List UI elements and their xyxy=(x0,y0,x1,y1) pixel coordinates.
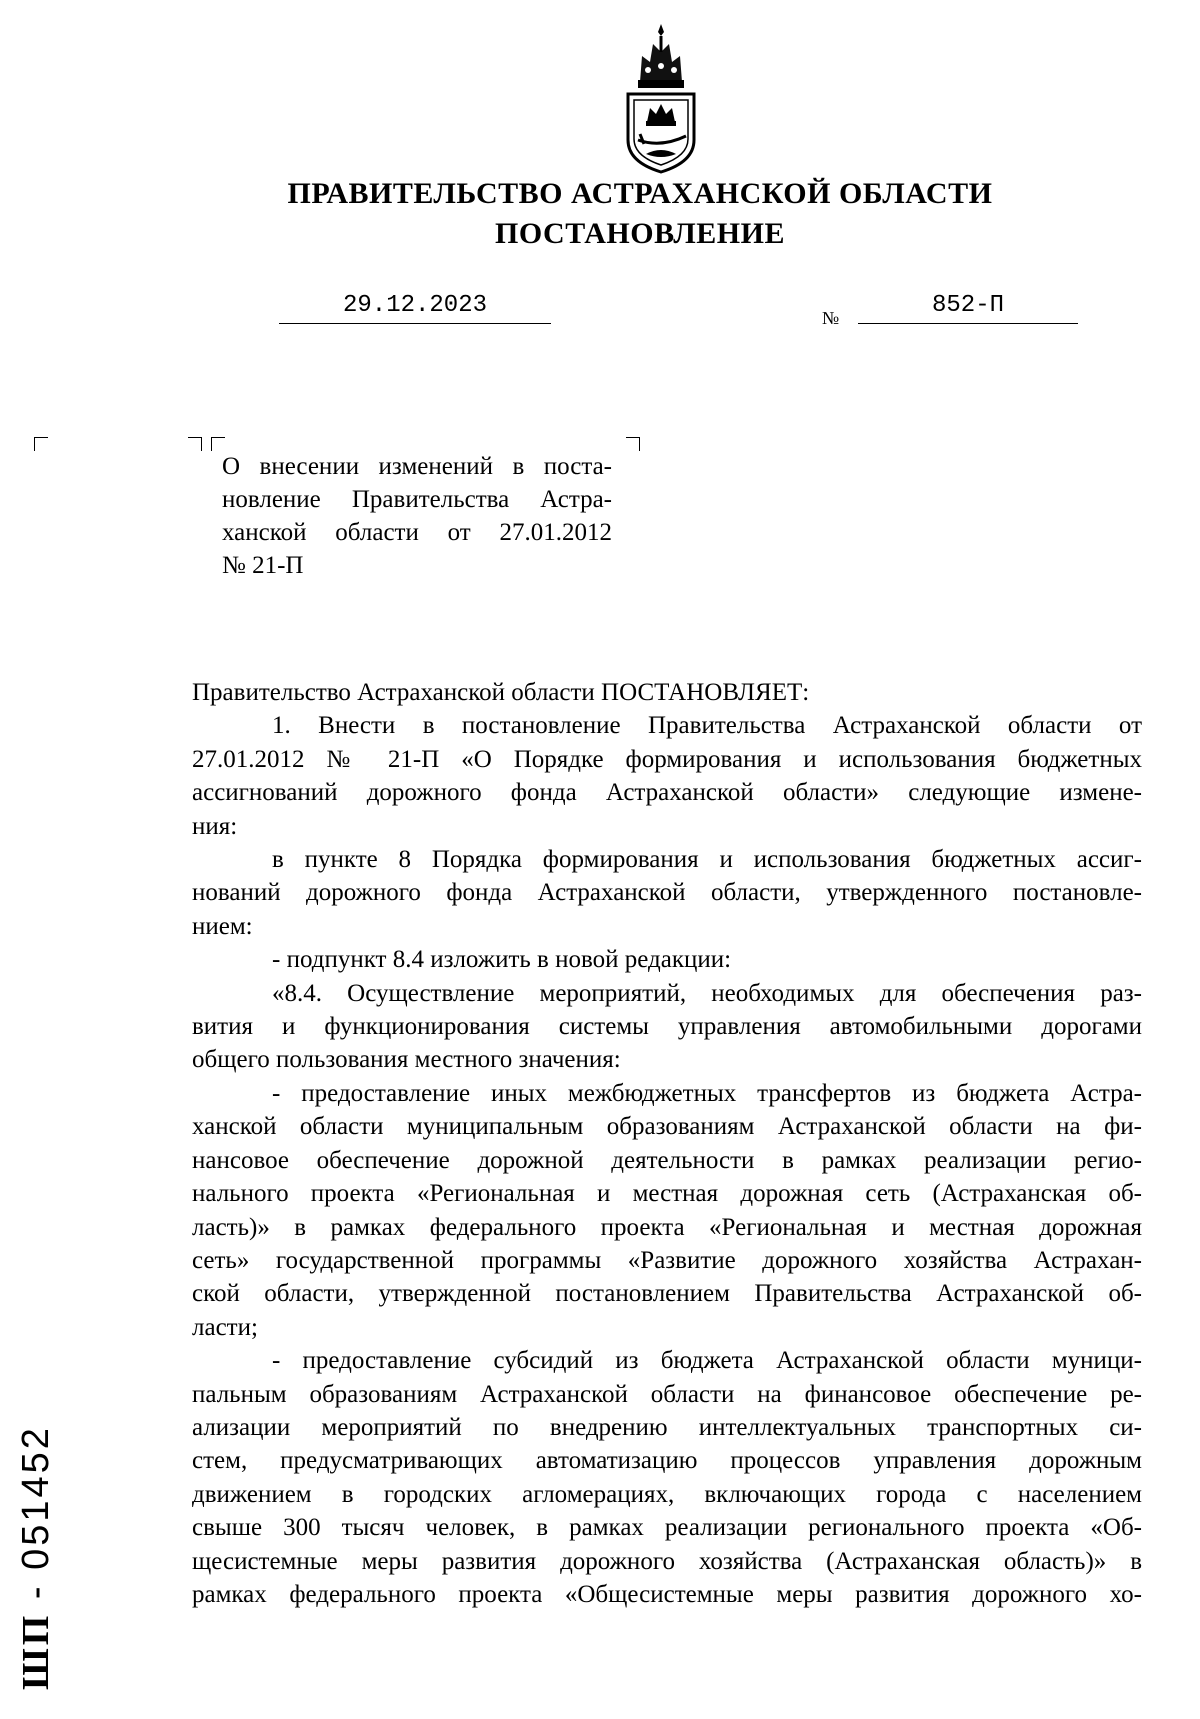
body-line: ласть)» в рамках федерального проекта «Региональная и местная дорожная xyxy=(192,1213,1142,1241)
body-line: нального проекта «Региональная и местная дорожная сеть (Астраханская об- xyxy=(192,1180,1142,1208)
body-line: стем, предусматривающих автоматизацию процессов управления дорожным xyxy=(192,1447,1142,1475)
body-line: - предоставление иных межбюджетных трансфертов из бюджета Астра- xyxy=(272,1079,1142,1107)
body-line: пальным образованиям Астраханской области на финансовое обеспечение ре- xyxy=(192,1380,1142,1408)
body-line: ской области, утвержденной постановлением Правительства Астраханской об- xyxy=(192,1280,1142,1308)
body-line: «8.4. Осуществление мероприятий, необходимых для обеспечения раз- xyxy=(272,979,1142,1007)
body-line: вития и функционирования системы управления автомобильными дорогами xyxy=(192,1013,1142,1041)
body-line: общего пользования местного значения: xyxy=(192,1046,621,1074)
body-line: щесистемные меры развития дорожного хозяйства (Астраханская область)» в xyxy=(192,1547,1142,1575)
body-line: ласти; xyxy=(192,1313,258,1341)
stamp-dash: - xyxy=(15,1569,57,1613)
body-line: - предоставление субсидий из бюджета Астраханской области муници- xyxy=(272,1347,1142,1375)
preamble-line: Правительство Астраханской области ПОСТАНОВЛЯЕТ: xyxy=(192,679,810,706)
stamp-series: ШП xyxy=(15,1612,57,1690)
body-line: 27.01.2012 № 21-П «О Порядке формирования и использования бюджетных xyxy=(192,745,1142,773)
body-line: 1. Внести в постановление Правительства Астраханской области от xyxy=(272,712,1142,740)
corner-mark-left xyxy=(34,437,48,451)
body-line: рамках федерального проекта «Общесистемные меры развития дорожного хо- xyxy=(192,1580,1142,1608)
body-line: - подпункт 8.4 изложить в новой редакции: xyxy=(272,946,732,974)
body-line: ассигнований дорожного фонда Астраханской области» следующие измене- xyxy=(192,779,1142,807)
document-type-title: ПОСТАНОВЛЕНИЕ xyxy=(495,217,785,250)
subject-line: ханской области от 27.01.2012 xyxy=(222,519,612,546)
body-line: ния: xyxy=(192,812,238,840)
body-line: ханской области муниципальным образованиям Астраханской области на фи- xyxy=(192,1113,1142,1141)
government-title: ПРАВИТЕЛЬСТВО АСТРАХАНСКОЙ ОБЛАСТИ xyxy=(287,177,993,210)
corner-mark-subject-start-right xyxy=(188,437,202,451)
serial-stamp xyxy=(11,1380,61,1690)
document-number: 852-П xyxy=(858,292,1078,324)
subject-line: № 21-П xyxy=(222,552,304,579)
stamp-code: 051452 xyxy=(15,1425,57,1570)
body-line: свыше 300 тысяч человек, в рамках реализации регионального проекта «Об- xyxy=(192,1514,1142,1542)
body-line: нансовое обеспечение дорожной деятельности в рамках реализации регио- xyxy=(192,1146,1142,1174)
body-line: движением в городских агломерациях, включающих города с населением xyxy=(192,1480,1142,1508)
corner-mark-subject-end xyxy=(626,437,640,451)
subject-block xyxy=(222,450,612,582)
body-line: нований дорожного фонда Астраханской области, утвержденного постановле- xyxy=(192,879,1142,907)
body-text xyxy=(192,676,1142,1611)
body-line: в пункте 8 Порядка формирования и использования бюджетных ассиг- xyxy=(272,846,1142,874)
body-line: сеть» государственной программы «Развитие дорожного хозяйства Астрахан- xyxy=(192,1246,1142,1274)
corner-mark-subject-start-left xyxy=(211,437,225,451)
body-line: нием: xyxy=(192,912,253,940)
subject-line: О внесении изменений в поста- xyxy=(222,453,612,480)
subject-line: новление Правительства Астра- xyxy=(222,486,612,513)
document-date: 29.12.2023 xyxy=(279,292,551,324)
coat-of-arms-emblem xyxy=(620,22,702,174)
number-sign: № xyxy=(822,308,840,328)
body-line: ализации мероприятий по внедрению интеллектуальных транспортных си- xyxy=(192,1413,1142,1441)
